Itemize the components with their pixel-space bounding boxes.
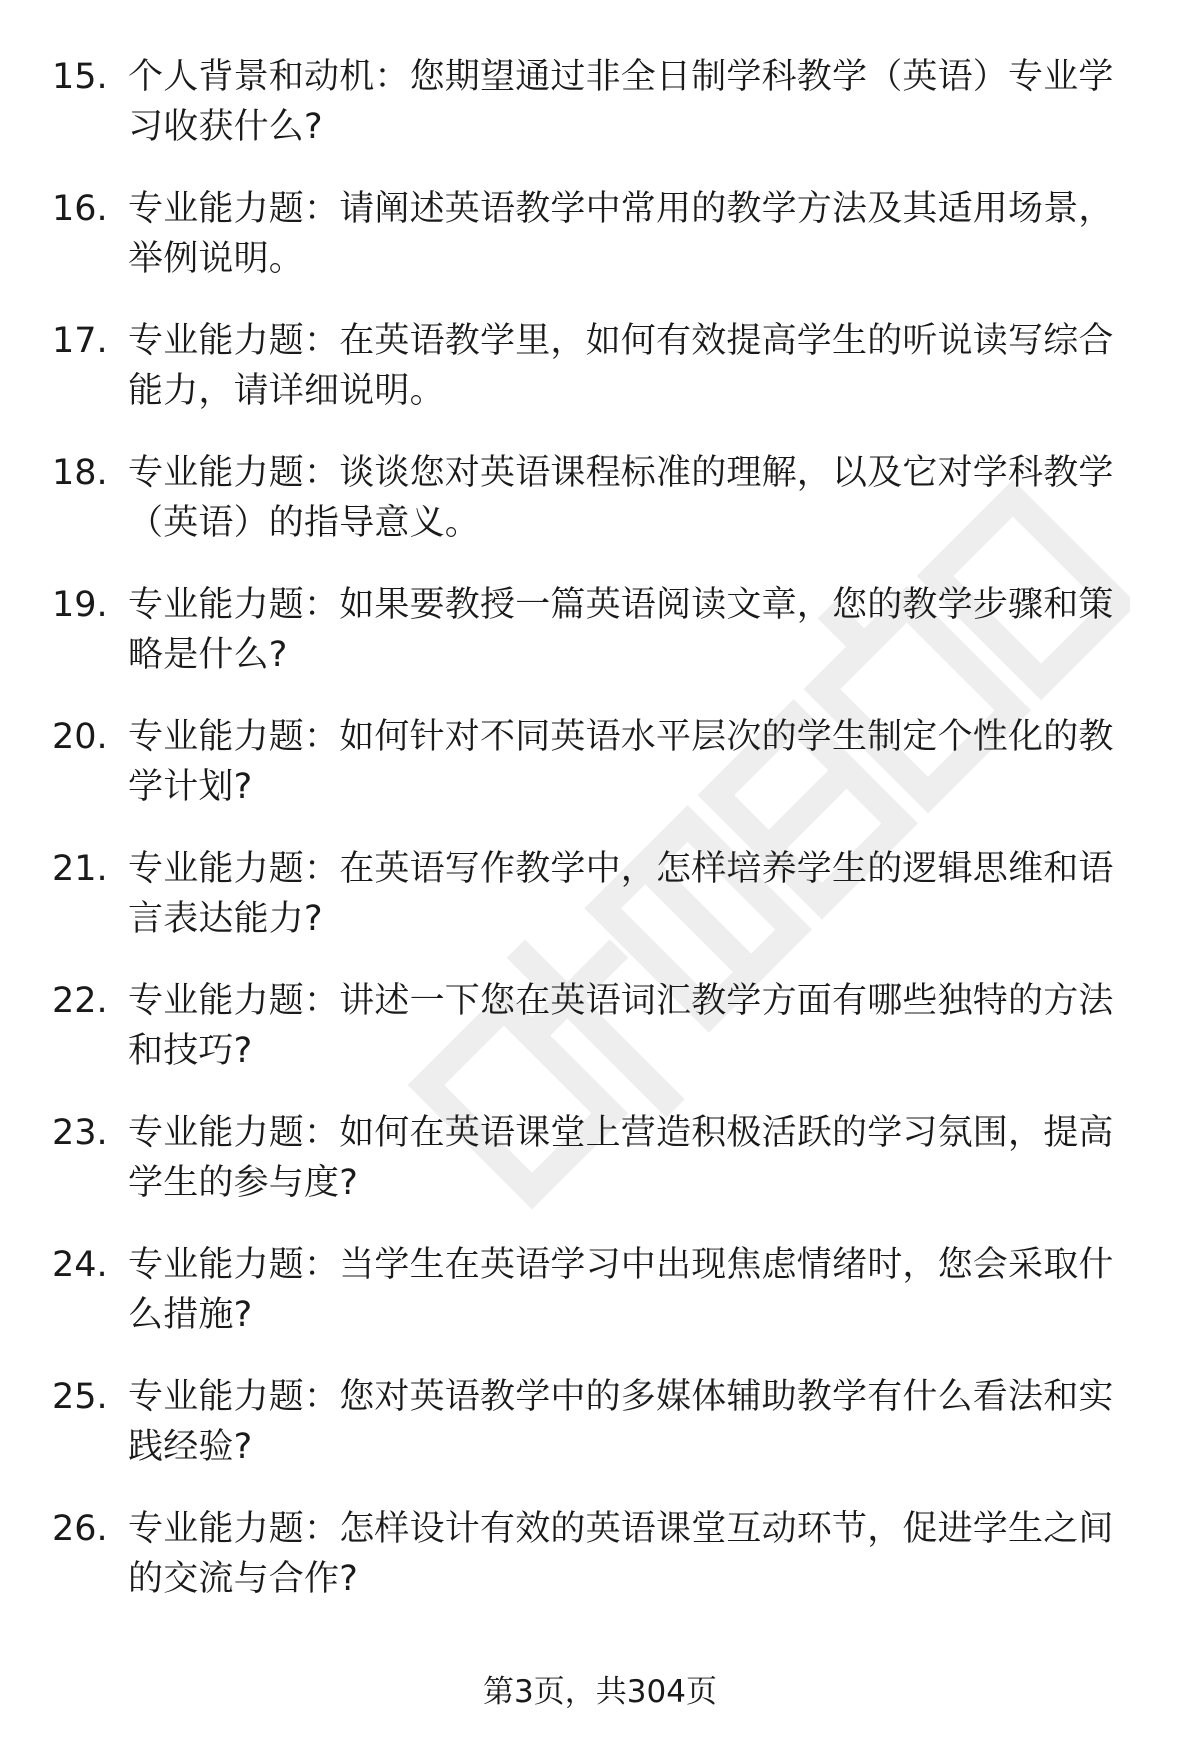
question-item [0, 1504, 1200, 1636]
question-number: 17. [52, 321, 108, 361]
question-item [0, 1372, 1200, 1504]
question-number: 22. [52, 981, 108, 1021]
question-text: 专业能力题：如何针对不同英语水平层次的学生制定个性化的教学计划? [128, 717, 1114, 807]
question-text: 专业能力题：您对英语教学中的多媒体辅助教学有什么看法和实践经验? [128, 1377, 1114, 1467]
question-item [0, 448, 1200, 580]
question-number: 20. [52, 717, 108, 757]
question-number: 21. [52, 849, 108, 889]
question-number: 16. [52, 189, 108, 229]
question-item [0, 712, 1200, 844]
question-number: 25. [52, 1377, 108, 1417]
question-item [0, 52, 1200, 184]
question-number: 23. [52, 1113, 108, 1153]
question-item [0, 1240, 1200, 1372]
question-item [0, 844, 1200, 976]
question-number: 19. [52, 585, 108, 625]
question-text: 专业能力题：如何在英语课堂上营造积极活跃的学习氛围，提高学生的参与度? [128, 1113, 1114, 1203]
question-item [0, 316, 1200, 448]
question-text: 专业能力题：谈谈您对英语课程标准的理解，以及它对学科教学（英语）的指导意义。 [128, 453, 1114, 543]
question-item [0, 184, 1200, 316]
question-text: 专业能力题：怎样设计有效的英语课堂互动环节，促进学生之间的交流与合作? [128, 1509, 1114, 1599]
question-number: 18. [52, 453, 108, 493]
question-item [0, 976, 1200, 1108]
question-text: 专业能力题：请阐述英语教学中常用的教学方法及其适用场景，举例说明。 [128, 189, 1114, 279]
question-item [0, 1108, 1200, 1240]
question-item [0, 580, 1200, 712]
question-text: 专业能力题：在英语写作教学中，怎样培养学生的逻辑思维和语言表达能力? [128, 849, 1114, 939]
question-text: 个人背景和动机：您期望通过非全日制学科教学（英语）专业学习收获什么? [128, 57, 1114, 147]
question-list [0, 52, 1200, 1636]
question-text: 专业能力题：如果要教授一篇英语阅读文章，您的教学步骤和策略是什么? [128, 585, 1114, 675]
question-text: 专业能力题：讲述一下您在英语词汇教学方面有哪些独特的方法和技巧? [128, 981, 1114, 1071]
question-number: 15. [52, 57, 108, 97]
page-number: 第3页，共304页 [483, 1674, 717, 1710]
question-number: 24. [52, 1245, 108, 1285]
question-text: 专业能力题：在英语教学里，如何有效提高学生的听说读写综合能力，请详细说明。 [128, 321, 1114, 411]
question-number: 26. [52, 1509, 108, 1549]
question-text: 专业能力题：当学生在英语学习中出现焦虑情绪时，您会采取什么措施? [128, 1245, 1114, 1335]
